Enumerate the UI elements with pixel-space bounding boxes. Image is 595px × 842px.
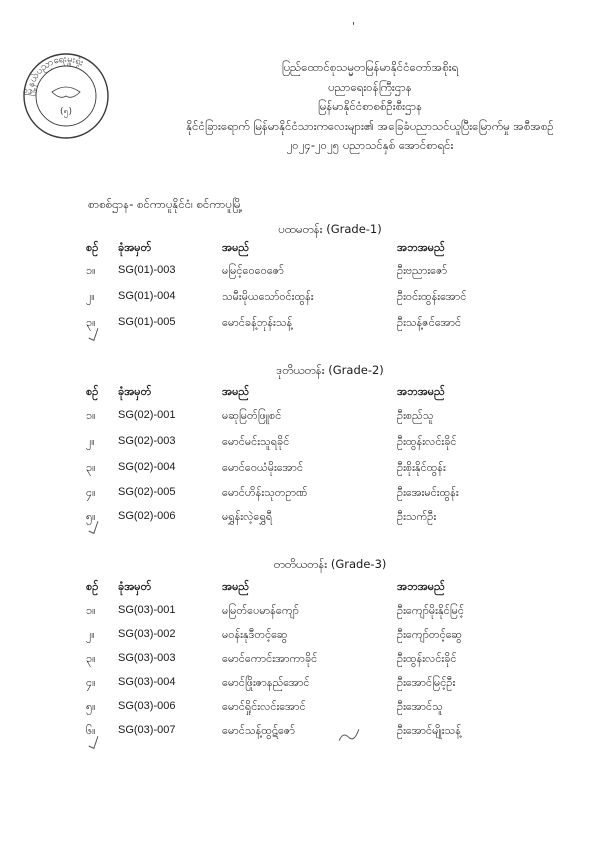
row-name: မောင်ခန့်ဘုန်းသန့် bbox=[222, 316, 293, 329]
table-row bbox=[0, 700, 595, 718]
row-roll: SG(03)-001 bbox=[118, 604, 176, 616]
table-row bbox=[0, 264, 595, 282]
row-name: မောင်ဟိန်းသုတဥာဏ် bbox=[222, 486, 308, 499]
row-num: ၃။ bbox=[86, 652, 96, 665]
col-num-header: စဉ် bbox=[86, 580, 99, 593]
col-name-header: အမည် bbox=[222, 241, 250, 254]
col-name-header: အမည် bbox=[222, 580, 250, 593]
row-name: မောင်ရှိုင်းလင်းအောင် bbox=[222, 700, 306, 713]
row-father: ဦးအောင်မြင့်ဦး bbox=[397, 676, 456, 689]
seal-outer-text: မြို့နယ်ပညာရေးမှူးရုံး bbox=[23, 53, 85, 97]
table-header bbox=[0, 385, 595, 403]
col-father-header: အဘအမည် bbox=[397, 385, 445, 398]
row-roll: SG(02)-004 bbox=[118, 461, 176, 473]
row-name: မဝန်းနုဒီတင့်ဆွေ bbox=[222, 628, 288, 641]
seal-inner-text: (၅) bbox=[59, 107, 73, 117]
col-roll-header: ခုံအမှတ် bbox=[118, 242, 152, 254]
header-line-department: မြန်မာနိုင်ငံစာစစ်ဦးစီးဌာန bbox=[317, 99, 423, 114]
row-name: သမီးမိုယသော်ဝင်းထွန်း bbox=[222, 290, 314, 303]
row-num: ၃။ bbox=[86, 461, 96, 474]
row-roll: SG(02)-003 bbox=[118, 435, 176, 447]
col-num-header: စဉ် bbox=[86, 241, 99, 254]
grade-title: ဒုတိယတန်း (Grade-2) bbox=[276, 363, 384, 377]
row-roll: SG(01)-003 bbox=[118, 264, 176, 276]
row-father: ဦးထွန်းလင်းခိုင် bbox=[397, 652, 457, 665]
header-line-program: နိုင်ငံခြားရောက် မြန်မာနိုင်ငံသားကလေးများ၏ အခြေခံပညာသင်ယူပြီးမြောက်မှု အစီအစဉ် bbox=[186, 118, 554, 133]
header-line-government: ပြည်ထောင်စုသမ္မတမြန်မာနိုင်ငံတော်အစိုးရ bbox=[281, 60, 459, 74]
row-num: ၅။ bbox=[86, 700, 96, 713]
table-header bbox=[0, 580, 595, 598]
col-name-header: အမည် bbox=[222, 385, 250, 398]
row-num: ၃။ bbox=[86, 316, 96, 329]
row-name: မဆုမြတ်ဖြူစင် bbox=[222, 409, 282, 422]
row-father: ဦးသန့်ဇင်အောင် bbox=[397, 316, 462, 329]
row-num: ၂။ bbox=[86, 435, 95, 448]
table-row bbox=[0, 676, 595, 694]
row-name: မောင်သန့်ထွဋ်ဇော် bbox=[222, 724, 295, 737]
row-father: ဦးအေးမင်းထွန်း bbox=[397, 486, 459, 499]
grade-title: တတိယတန်း (Grade-3) bbox=[273, 557, 387, 571]
table-row bbox=[0, 290, 595, 308]
col-roll-header: ခုံအမှတ် bbox=[118, 581, 152, 593]
table-row bbox=[0, 461, 595, 479]
row-name: မောင်ကောင်းအာကာခိုင် bbox=[222, 652, 318, 665]
exam-center-line: စာစစ်ဌာန- စင်ကာပူနိုင်ငံ၊ စင်ကာပူမြို့ bbox=[88, 197, 243, 211]
row-name: မရွှန်းလဲ့ရွှေရီ bbox=[222, 510, 273, 523]
row-roll: SG(03)-006 bbox=[118, 700, 176, 712]
header-line-ministry: ပညာရေးဝန်ကြီးဌာန bbox=[328, 79, 412, 94]
document-header bbox=[150, 58, 590, 156]
row-father: ဦးစည်သူ bbox=[397, 409, 434, 422]
row-roll: SG(02)-001 bbox=[118, 409, 176, 421]
row-roll: SG(03)-007 bbox=[118, 724, 176, 736]
row-name: မမြင့်ဝေဝေဇော် bbox=[222, 264, 284, 277]
grade-title: ပထမတန်း (Grade-1) bbox=[278, 222, 382, 236]
row-roll: SG(02)-005 bbox=[118, 486, 176, 498]
row-name: မမြတ်ပေမာန်ကျော် bbox=[222, 604, 299, 617]
row-num: ၁။ bbox=[86, 604, 96, 617]
row-father: ဦးထွန်းလင်းခိုင် bbox=[397, 435, 457, 448]
row-father: ဦးဝင်းထွန်းအောင် bbox=[397, 290, 467, 303]
table-row bbox=[0, 604, 595, 622]
col-num-header: စဉ် bbox=[86, 385, 99, 398]
row-name: မောင်ဖြိုးဇာနည်အောင် bbox=[222, 676, 310, 689]
row-num: ၂။ bbox=[86, 628, 95, 641]
table-row bbox=[0, 409, 595, 427]
row-father: ဦးအောင်မျိုးသန့် bbox=[397, 724, 461, 737]
table-row bbox=[0, 435, 595, 453]
row-name: မောင်မင်းသူရခိုင် bbox=[222, 435, 290, 448]
page-mark: ' bbox=[352, 20, 356, 33]
row-num: ၄။ bbox=[86, 486, 96, 499]
row-father: ဦးကျော်မိုးနိုင်မြင့် bbox=[397, 604, 464, 617]
row-num: ၁။ bbox=[86, 264, 96, 277]
header-line-year: ၂၀၂၄-၂၀၂၅ ပညာသင်နှစ် အောင်စာရင်း bbox=[286, 138, 454, 153]
col-father-header: အဘအမည် bbox=[397, 580, 445, 593]
row-father: ဦးကျော်တင့်ဆွေ bbox=[397, 628, 462, 641]
row-father: ဦးအောင်သူ bbox=[397, 700, 443, 713]
col-father-header: အဘအမည် bbox=[397, 241, 445, 254]
table-header bbox=[0, 241, 595, 259]
table-row bbox=[0, 652, 595, 670]
row-father: ဦးသက်ဦး bbox=[397, 510, 437, 523]
row-roll: SG(03)-003 bbox=[118, 652, 176, 664]
row-father: ဦးဗညားဇော် bbox=[397, 264, 448, 277]
table-row bbox=[0, 486, 595, 504]
row-roll: SG(01)-005 bbox=[118, 316, 176, 328]
row-roll: SG(01)-004 bbox=[118, 290, 176, 302]
row-roll: SG(03)-004 bbox=[118, 676, 176, 688]
row-roll: SG(02)-006 bbox=[118, 510, 176, 522]
row-num: ၁။ bbox=[86, 409, 96, 422]
row-num: ၅။ bbox=[86, 510, 96, 523]
office-seal bbox=[22, 52, 110, 140]
row-name: မောင်ဝေယံမိုးအောင် bbox=[222, 461, 304, 474]
table-row bbox=[0, 628, 595, 646]
row-father: ဦးစိုးနိုင်ထွန်း bbox=[397, 461, 446, 474]
row-num: ၆။ bbox=[86, 724, 96, 737]
row-roll: SG(03)-002 bbox=[118, 628, 176, 640]
col-roll-header: ခုံအမှတ် bbox=[118, 386, 152, 398]
row-num: ၂။ bbox=[86, 290, 95, 303]
row-num: ၄။ bbox=[86, 676, 96, 689]
